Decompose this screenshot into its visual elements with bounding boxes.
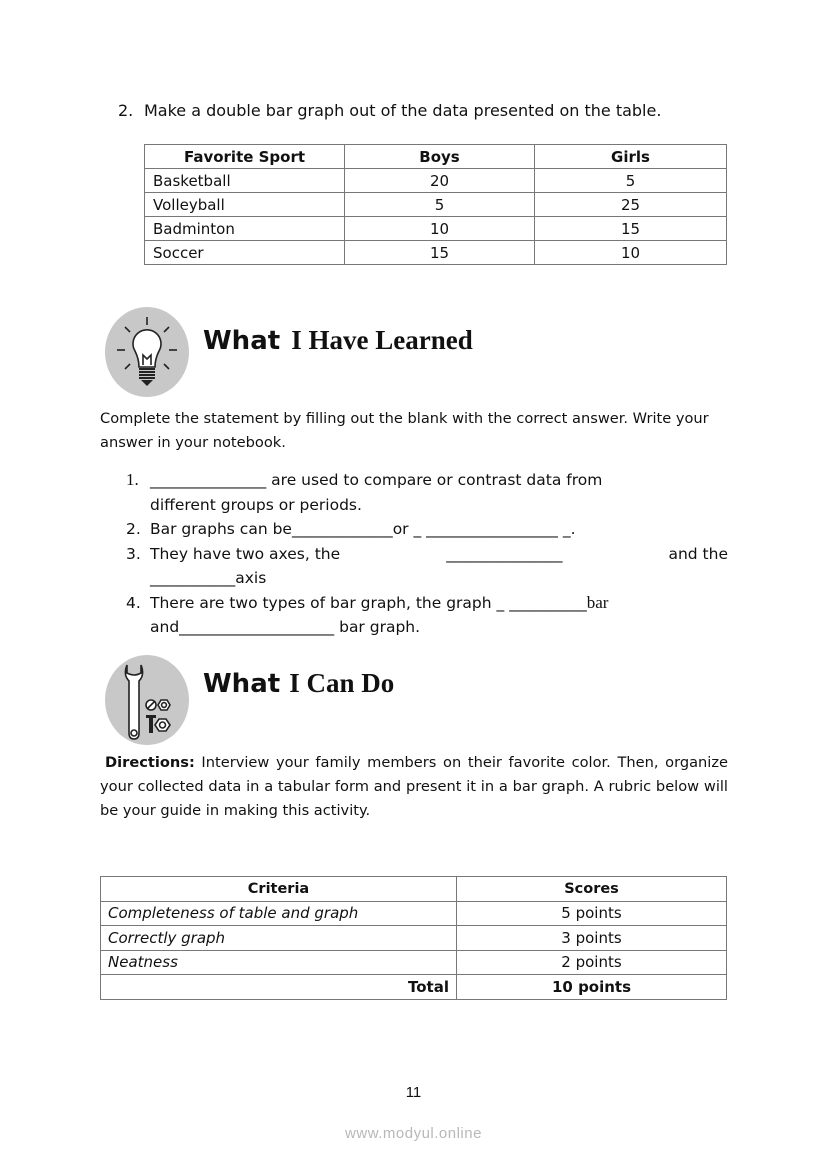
header-criteria: Criteria <box>101 877 457 902</box>
item-text-part: axis <box>235 569 267 587</box>
answer-blank: ___________ <box>150 569 236 587</box>
boys-cell: 15 <box>345 241 535 265</box>
sport-cell: Basketball <box>145 169 345 193</box>
item-text-part: are used to compare or contrast data from <box>266 471 603 489</box>
list-item <box>126 468 728 517</box>
item-text <box>150 615 728 640</box>
criteria-cell: Neatness <box>101 950 457 975</box>
score-cell: 5 points <box>457 901 727 926</box>
item-number: 3. <box>126 544 141 563</box>
header-scores: Scores <box>457 877 727 902</box>
girls-cell: 5 <box>535 169 727 193</box>
directions-text: Interview your family members on their favorite color. Then, organize your collected data in a tabular form and present it in a bar graph. A rubric below will be your guide in making this activity. <box>100 754 728 819</box>
header-boys: Boys <box>345 145 535 169</box>
fill-in-list <box>126 468 728 640</box>
item-text-part: bar graph. <box>334 618 421 636</box>
wrench-tools-icon <box>105 655 189 745</box>
item-number: 1. <box>126 470 139 489</box>
table-row <box>145 169 727 193</box>
item-text <box>150 566 728 591</box>
item-text-part: and <box>150 618 180 636</box>
answer-blank: _____________ <box>291 520 393 538</box>
sport-cell: Volleyball <box>145 193 345 217</box>
lightbulb-icon <box>105 307 189 397</box>
item-text-part: bar <box>586 592 609 612</box>
question-2 <box>118 100 730 121</box>
table-row <box>101 901 727 926</box>
answer-blank: _______________ <box>150 471 267 489</box>
boys-cell: 20 <box>345 169 535 193</box>
item-number: 2. <box>126 520 141 538</box>
directions-label: Directions: <box>105 754 195 771</box>
score-cell: 3 points <box>457 926 727 951</box>
item-text-part: Bar graphs can be <box>150 520 292 538</box>
title-what: What <box>203 326 281 356</box>
list-item <box>126 591 728 640</box>
table-row <box>145 217 727 241</box>
item-text <box>150 468 728 493</box>
answer-blank: _______________ <box>446 544 563 563</box>
table-header-row <box>101 877 727 902</box>
rubric-table <box>100 876 727 1000</box>
item-text <box>150 542 728 567</box>
table-row <box>145 193 727 217</box>
item-text-part: or <box>392 520 409 538</box>
girls-cell: 25 <box>535 193 727 217</box>
girls-cell: 10 <box>535 241 727 265</box>
item-text-part: They have two axes, the <box>150 544 341 563</box>
answer-blank: ____________________ <box>179 618 335 636</box>
boys-cell: 10 <box>345 217 535 241</box>
total-value: 10 points <box>457 975 727 1000</box>
list-item <box>126 542 728 591</box>
table-row <box>101 926 727 951</box>
sport-cell: Badminton <box>145 217 345 241</box>
directions <box>100 751 728 823</box>
total-row <box>101 975 727 1000</box>
question-text: Make a double bar graph out of the data presented on the table. <box>144 101 662 120</box>
criteria-cell: Completeness of table and graph <box>101 901 457 926</box>
question-number: 2. <box>118 101 134 120</box>
title-rest: I Can Do <box>289 668 395 698</box>
item-text-part: There are two types of bar graph, the graph <box>150 593 492 612</box>
answer-blank: _ __________ <box>496 593 587 612</box>
header-favorite-sport: Favorite Sport <box>145 145 345 169</box>
answer-blank: _ _________________ _. <box>408 520 576 538</box>
item-text <box>150 591 728 616</box>
girls-cell: 15 <box>535 217 727 241</box>
title-rest: I Have Learned <box>291 325 473 355</box>
page-number: 11 <box>405 1084 422 1101</box>
title-what: What <box>203 669 281 699</box>
section-title-can-do <box>203 668 394 699</box>
item-number: 4. <box>126 593 141 612</box>
list-item <box>126 517 728 542</box>
table-row <box>101 950 727 975</box>
item-text-part: and the <box>668 544 728 563</box>
footer-watermark: www.modyul.online <box>345 1125 482 1142</box>
header-girls: Girls <box>535 145 727 169</box>
boys-cell: 5 <box>345 193 535 217</box>
item-text-part: different groups or periods. <box>150 495 362 514</box>
favorite-sport-table <box>144 144 727 265</box>
section-title-learned <box>203 325 473 356</box>
item-text <box>150 517 728 542</box>
table-row <box>145 241 727 265</box>
criteria-cell: Correctly graph <box>101 926 457 951</box>
total-label: Total <box>101 975 457 1000</box>
sport-cell: Soccer <box>145 241 345 265</box>
table-header-row <box>145 145 727 169</box>
learned-instruction: Complete the statement by filling out the blank with the correct answer. Write your answer in your notebook. <box>100 410 709 451</box>
score-cell: 2 points <box>457 950 727 975</box>
